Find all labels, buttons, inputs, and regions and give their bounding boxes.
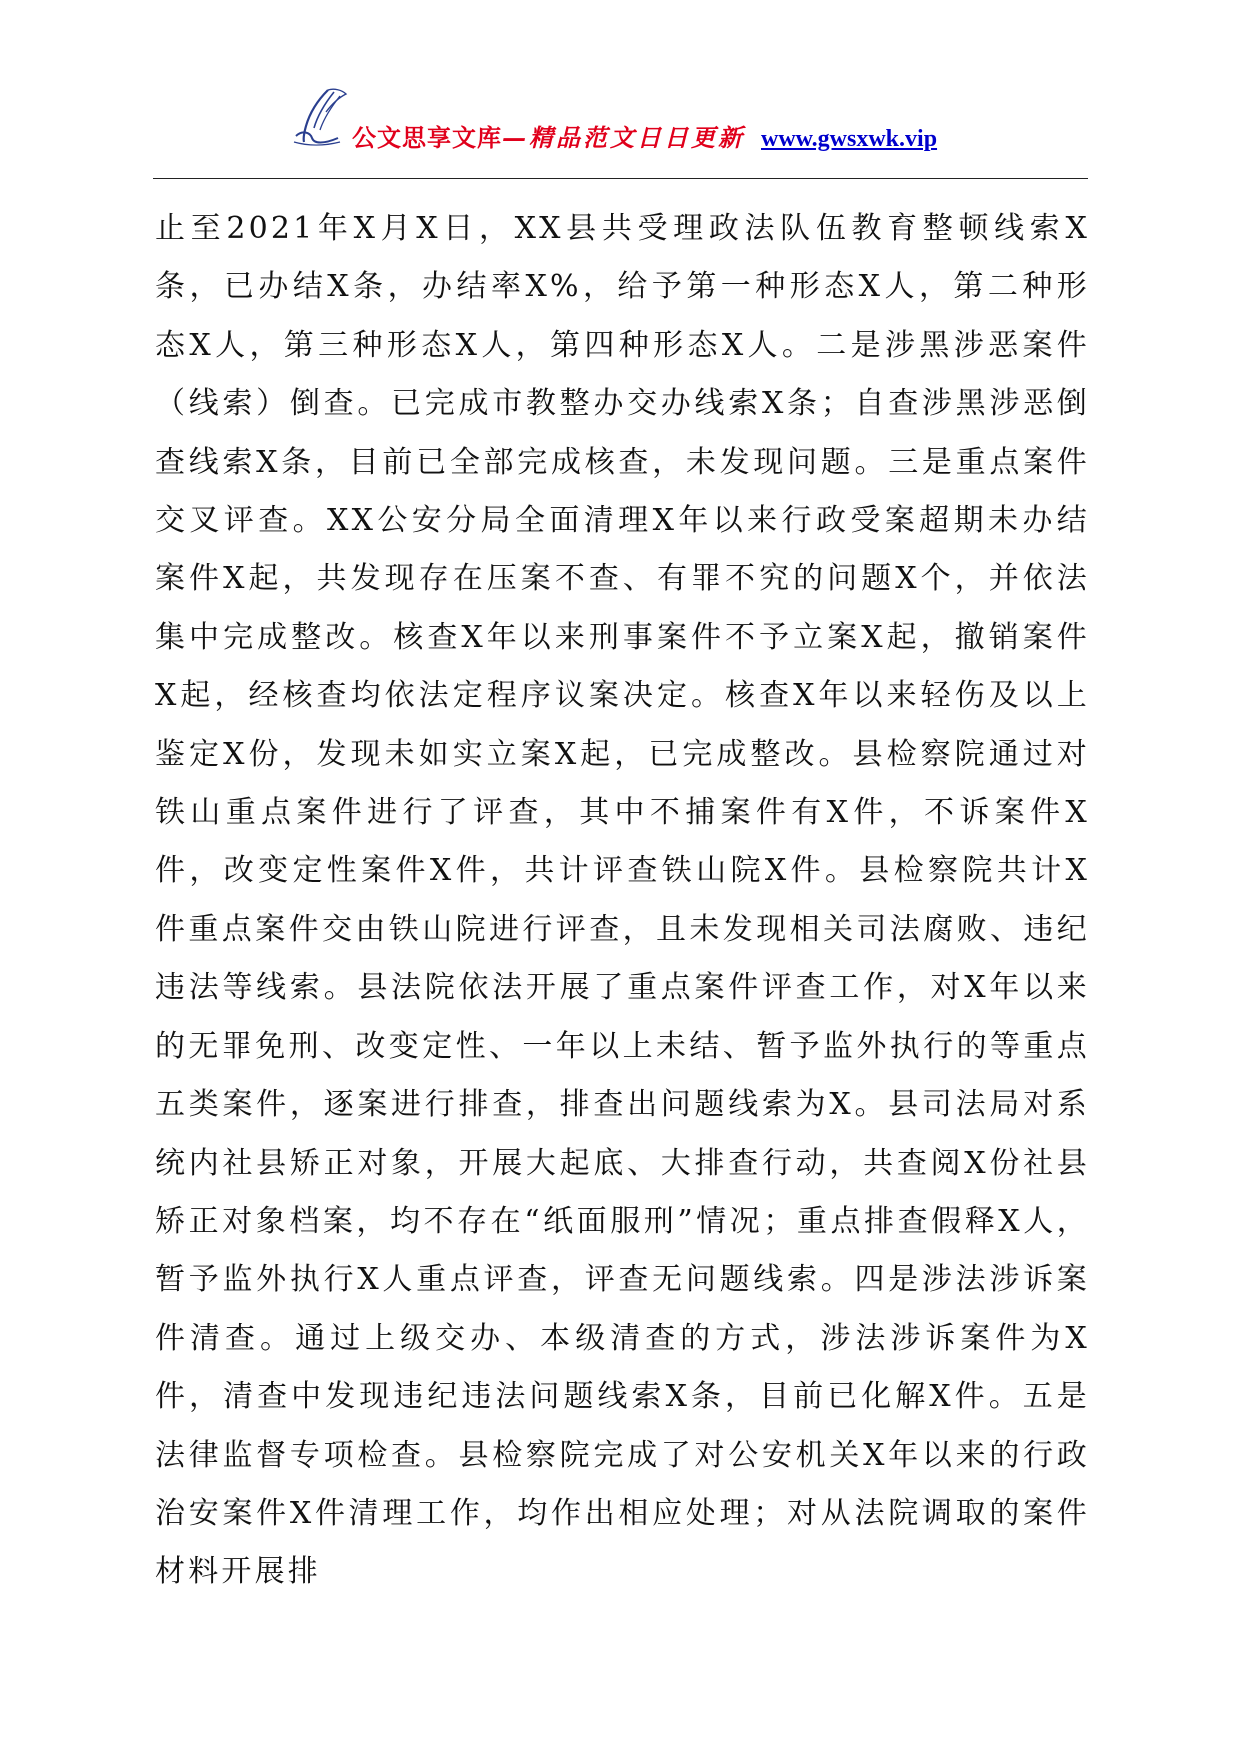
- site-name: 公文思享文库: [352, 123, 502, 152]
- header-title: [352, 118, 937, 158]
- page-header: [0, 0, 1241, 190]
- header-divider: [153, 178, 1088, 179]
- quill-pen-icon: [288, 86, 350, 148]
- site-url-link[interactable]: www.gwsxwk.vip: [761, 126, 938, 152]
- body-paragraph: 止至2021年X月X日，XX县共受理政法队伍教育整顿线索X条，已办结X条，办结率X%，给予第一种形态X人，第二种形态X人，第三种形态X人，第四种形态X人。二是涉黑涉恶案件（线索）倒查。已完成市教整办交办线索X条；自查涉黑涉恶倒查线索X条，目前已全部完成核查，未发现问题。三是重点案件交叉评查。XX公安分局全面清理X年以来行政受案超期未办结案件X起，共发现存在压案不查、有罪不究的问题X个，并依法集中完成整改。核查X年以来刑事案件不予立案X起，撤销案件X起，经核查均依法定程序议案决定。核查X年以来轻伤及以上鉴定X份，发现未如实立案X起，已完成整改。县检察院通过对铁山重点案件进行了评查，其中不捕案件有X件，不诉案件X件，改变定性案件X件，共计评查铁山院X件。县检察院共计X件重点案件交由铁山院进行评查，且未发现相关司法腐败、违纪违法等线索。县法院依法开展了重点案件评查工作，对X年以来的无罪免刑、改变定性、一年以上未结、暂予监外执行的等重点五类案件，逐案进行排查，排查出问题线索为X。县司法局对系统内社县矫正对象，开展大起底、大排查行动，共查阅X份社县矫正对象档案，均不存在“纸面服刑”情况；重点排查假释X人，暂予监外执行X人重点评查，评查无问题线索。四是涉法涉诉案件清查。通过上级交办、本级清查的方式，涉法涉诉案件为X件，清查中发现违纪违法问题线索X条，目前已化解X件。五是法律监督专项检查。县检察院完成了对公安机关X年以来的行政治安案件X件清理工作，均作出相应处理；对从法院调取的案件材料开展排: [155, 211, 1090, 1590]
- site-slogan: —精品范文日日更新: [502, 123, 745, 152]
